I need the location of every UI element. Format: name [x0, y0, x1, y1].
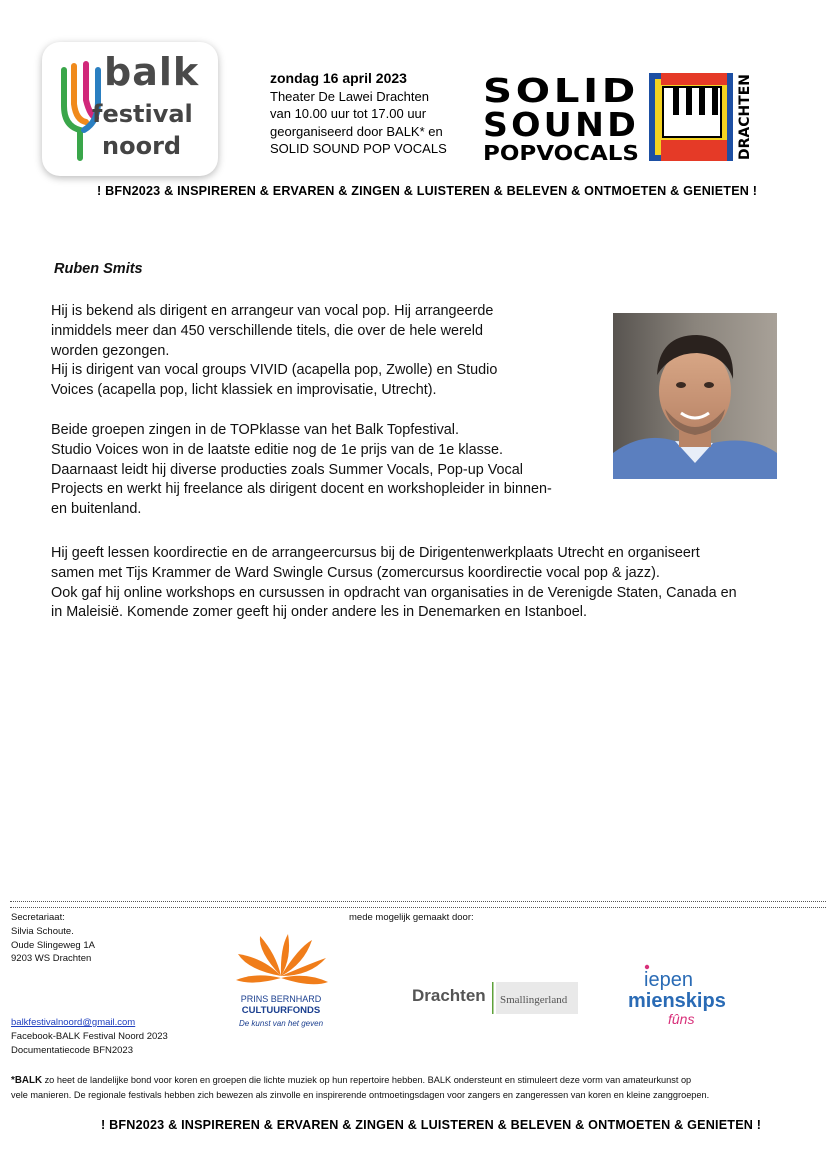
event-line: georganiseerd door BALK* en: [270, 123, 443, 139]
solid-sound-logo: [483, 70, 753, 166]
drachten-word: Drachten: [412, 986, 486, 1005]
text-line: in Maleisië. Komende zomer geeft hij onder andere les in Denemarken en Istanboel.: [51, 604, 587, 621]
text-line: Voices (acapella pop, licht klassiek en improvisatie, Utrecht).: [51, 382, 437, 399]
balk-asterisk: *BALK: [11, 1075, 43, 1086]
balk-fine-print: [11, 1073, 811, 1102]
text-line: Beide groepen zingen in de TOPklasse van het Balk Topfestival.: [51, 422, 459, 438]
text-line: en buitenland.: [51, 501, 142, 518]
logo-text-solid: SOLID: [483, 71, 639, 110]
email-link[interactable]: balkfestivalnoord@gmail.com: [11, 1017, 136, 1028]
person-name: Ruben Smits: [54, 261, 143, 277]
tagline-top: ! BFN2023 & INSPIREREN & ERVAREN & ZINGEN & LUISTEREN & BELEVEN & ONTMOETEN & GENIETEN !: [97, 184, 758, 198]
funs-word: fûns: [668, 1011, 695, 1027]
contact-block: [11, 1016, 168, 1057]
mienskips-word: mienskips: [628, 990, 726, 1012]
prins-bernhard-slogan: De kunst van het geven: [238, 1019, 324, 1028]
event-line: van 10.00 uur tot 17.00 uur: [270, 106, 427, 122]
iepen-mienskipsfuns-logo: [626, 962, 732, 1028]
event-line: Theater De Lawei Drachten: [270, 88, 429, 104]
logo-word-noord: noord: [102, 132, 182, 160]
text-line: worden gezongen.: [51, 342, 170, 359]
prins-bernhard-logo: [228, 932, 334, 1032]
drachten-smallingerland-logo: [410, 980, 580, 1016]
smallingerland-word: Smallingerland: [500, 994, 568, 1006]
prins-bernhard-line2: CULTUURFONDS: [241, 1005, 321, 1016]
bio-paragraph-1: [51, 302, 611, 401]
balk-festival-logo: [42, 42, 218, 176]
text-line: Projects en werkt hij freelance als dirigent docent en workshopleider in binnen-: [51, 481, 552, 498]
secretariat-line: 9203 WS Drachten: [11, 953, 92, 965]
logo-text-drachten: DRACHTEN: [737, 73, 753, 160]
logo-text-sound: SOUND: [483, 105, 639, 144]
event-info: [270, 70, 447, 158]
logo-word-balk: balk: [104, 50, 200, 94]
text-line: samen met Tijs Krammer de Ward Swingle Cursus (zomercursus koordirectie vocal pop & jazz).: [51, 564, 660, 581]
text-line: Hij is bekend als dirigent en arrangeur van vocal pop. Hij arrangeerde: [51, 303, 494, 319]
text-line: inmiddels meer dan 450 verschillende titels, die over de hele wereld: [51, 322, 483, 339]
tagline-bottom: ! BFN2023 & INSPIREREN & ERVAREN & ZINGEN & LUISTEREN & BELEVEN & ONTMOETEN & GENIETEN !: [101, 1118, 762, 1132]
text-line: Hij is dirigent van vocal groups VIVID (acapella pop, Zwolle) en Studio: [51, 362, 498, 379]
text-line: Studio Voices won in de laatste editie nog de 1e prijs van de 1e klasse.: [51, 441, 503, 458]
event-line: SOLID SOUND POP VOCALS: [270, 141, 447, 157]
footer-divider: [10, 901, 826, 908]
logo-text-popvocals: POPVOCALS: [483, 141, 639, 165]
doc-code-line: Documentatiecode BFN2023: [11, 1044, 133, 1056]
prins-bernhard-line1: PRINS BERNHARD: [240, 994, 322, 1004]
logo-word-festival: festival: [92, 100, 193, 128]
event-date: zondag 16 april 2023: [270, 70, 407, 86]
made-possible-label: mede mogelijk gemaakt door:: [349, 912, 474, 923]
secretariat-line: Oude Slingeweg 1A: [11, 939, 95, 951]
facebook-line: Facebook-BALK Festival Noord 2023: [11, 1030, 168, 1042]
portrait-photo: [613, 313, 777, 479]
iepen-word: iepen: [644, 969, 693, 991]
bio-paragraph-3: [51, 544, 781, 623]
secretariat-line: Secretariaat:: [11, 912, 65, 923]
fine-print-line: vele manieren. De regionale festivals hebben zich bewezen als zinvolle en inspirerende ontmoetingsdagen voor zangers en zangeressen van koren en kleine zanggroepen.: [11, 1090, 710, 1101]
text-line: Hij geeft lessen koordirectie en de arrangeercursus bij de Dirigentenwerkplaats Utrecht en organiseert: [51, 545, 700, 561]
secretariat-block: [11, 911, 95, 966]
fine-print-line: zo heet de landelijke bond voor koren en groepen die lichte muziek op hun repertoire hebben. BALK ondersteunt en stimuleert deze vorm van amateurkunst op: [42, 1075, 692, 1085]
text-line: Ook gaf hij online workshops en cursussen in opdracht van organisaties in de Verenigde Staten, Canada en: [51, 584, 737, 601]
bio-paragraph-2: [51, 421, 611, 520]
text-line: Daarnaast leidt hij diverse producties zoals Summer Vocals, Pop-up Vocal: [51, 461, 523, 478]
secretariat-line: Silvia Schoute.: [11, 925, 74, 937]
